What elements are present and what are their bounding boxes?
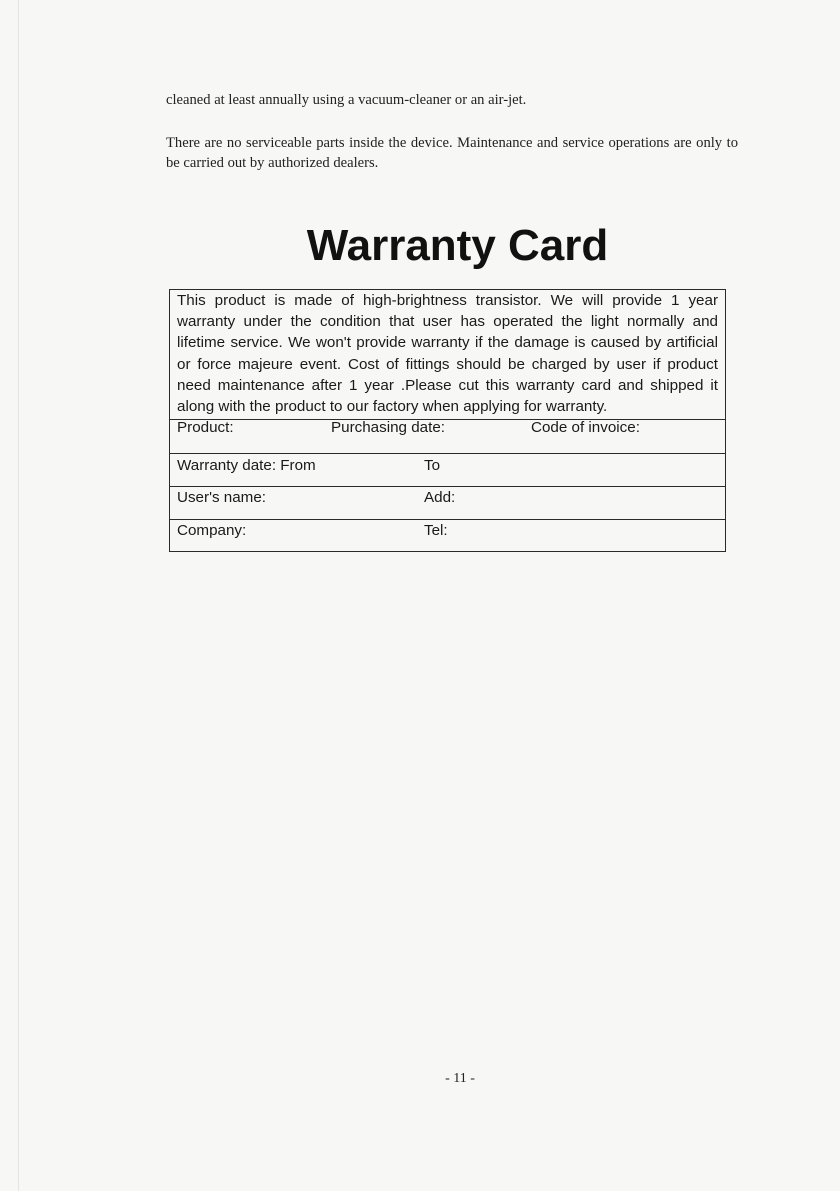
card-divider (170, 453, 725, 454)
warranty-card-title: Warranty Card (306, 221, 609, 270)
invoice-code-field-label: Code of invoice: (531, 419, 640, 436)
warranty-card (169, 289, 726, 552)
maintenance-paragraph-2: There are no serviceable parts inside the device. Maintenance and service operations are only to be carried out by authorized dealers. (166, 135, 738, 171)
purchasing-date-field-label: Purchasing date: (331, 419, 445, 436)
warranty-terms: This product is made of high-brightness transistor. We will provide 1 year warranty under the condition that user has operated the light normally and lifetime service. We won't provide warranty if the damage is caused by artificial or force majeure event. Cost of fittings should be charged by user if product need maintenance after 1 year .Please cut this warranty card and shipped it along with the product to our factory when applying for warranty. (177, 292, 718, 416)
product-field-label: Product: (177, 419, 234, 436)
users-name-field-label: User's name: (177, 489, 266, 506)
card-divider (170, 519, 725, 520)
card-divider (170, 486, 725, 487)
warranty-date-to-label: To (424, 457, 441, 474)
telephone-field-label: Tel: (424, 522, 448, 539)
company-field-label: Company: (177, 522, 247, 539)
page-number: - 11 - (445, 1071, 475, 1086)
page-edge (18, 0, 19, 1191)
address-field-label: Add: (424, 489, 456, 506)
maintenance-paragraph-1: cleaned at least annually using a vacuum-cleaner or an air-jet. (166, 92, 527, 108)
warranty-date-from-label: Warranty date: From (177, 457, 316, 474)
card-divider (170, 419, 725, 420)
